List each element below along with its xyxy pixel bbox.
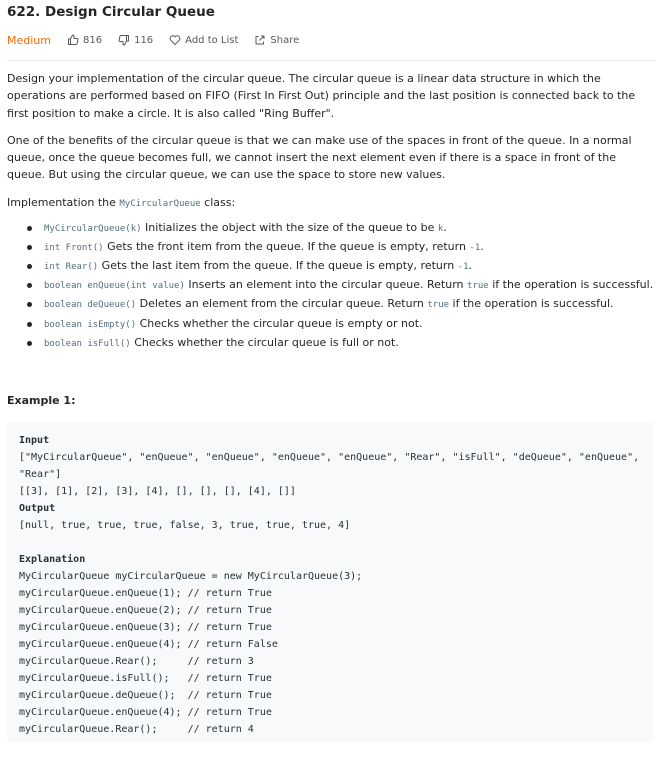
explanation-line: myCircularQueue.enQueue(4); // return False bbox=[19, 639, 278, 650]
inline-code: -1 bbox=[469, 243, 481, 254]
explanation-line: myCircularQueue.deQueue(); // return True bbox=[19, 690, 272, 701]
description-paragraph-1: Design your implementation of the circular queue. The circular queue is a linear data structure in which the operations are performed based on FIFO (First In First Out) principle and the last position is connected back to the first position to make a circle. It is also called "Ring Buffer". bbox=[7, 72, 636, 120]
difficulty-label: Medium bbox=[7, 33, 51, 47]
explanation-line: myCircularQueue.enQueue(2); // return True bbox=[19, 605, 272, 616]
implementation-intro bbox=[7, 194, 657, 213]
share-button[interactable] bbox=[254, 34, 299, 46]
method-description: Checks whether the circular queue is full or not. bbox=[130, 335, 399, 349]
explanation-line: myCircularQueue.Rear(); // return 3 bbox=[19, 656, 254, 667]
class-name-code: MyCircularQueue bbox=[119, 198, 201, 209]
explanation-line: MyCircularQueue myCircularQueue = new MyCircularQueue(3); bbox=[19, 571, 363, 582]
explanation-line: myCircularQueue.enQueue(4); // return True bbox=[19, 707, 272, 718]
problem-description bbox=[7, 70, 657, 353]
method-description-end: . bbox=[480, 240, 484, 254]
dislike-count: 116 bbox=[134, 34, 154, 46]
list-item bbox=[23, 295, 657, 314]
input-label: Input bbox=[19, 435, 50, 446]
method-signature: MyCircularQueue(k) bbox=[44, 224, 142, 235]
input-line-3: [[3], [1], [2], [3], [4], [], [], [], [4], []] bbox=[19, 486, 296, 497]
method-description-end: . bbox=[443, 221, 447, 235]
method-description: Checks whether the circular queue is empty or not. bbox=[136, 316, 423, 330]
method-description-end: if the operation is successful. bbox=[488, 278, 654, 292]
dislike-button[interactable] bbox=[118, 34, 153, 46]
method-description-end: if the operation is successful. bbox=[449, 297, 614, 311]
share-icon bbox=[254, 34, 266, 46]
explanation-line: myCircularQueue.isFull(); // return True bbox=[19, 673, 272, 684]
list-item bbox=[23, 276, 657, 295]
input-line-1: ["MyCircularQueue", "enQueue", "enQueue", "enQueue", "enQueue", "Rear", "isFull", "deQueue", "enQueue", bbox=[19, 452, 640, 463]
explanation-label: Explanation bbox=[19, 554, 86, 565]
method-description: Gets the front item from the queue. If the queue is empty, return bbox=[103, 240, 470, 254]
inline-code: k bbox=[437, 224, 444, 235]
output-line: [null, true, true, true, false, 3, true, true, true, 4] bbox=[19, 520, 351, 531]
inline-code: true bbox=[467, 281, 489, 292]
list-item bbox=[23, 238, 657, 257]
problem-meta-bar bbox=[7, 32, 315, 48]
implementation-suffix: class: bbox=[200, 195, 236, 209]
list-item bbox=[23, 334, 657, 353]
share-label: Share bbox=[270, 34, 300, 46]
like-button[interactable] bbox=[67, 34, 102, 46]
thumbs-up-icon bbox=[67, 34, 79, 46]
description-paragraph-2: One of the benefits of the circular queue is that we can make use of the spaces in front of the queue. In a normal queue, once the queue becomes full, we cannot insert the next element even if there is a space in front of the queue. But using the circular queue, we can use the space to store new values. bbox=[7, 133, 632, 182]
list-item bbox=[23, 219, 657, 238]
list-item bbox=[23, 257, 657, 276]
explanation-line: myCircularQueue.enQueue(3); // return True bbox=[19, 622, 272, 633]
method-signature: boolean deQueue() bbox=[44, 300, 137, 311]
method-description-end: . bbox=[468, 259, 473, 273]
method-signature: boolean isFull() bbox=[44, 338, 131, 349]
example-heading: Example 1: bbox=[7, 394, 76, 407]
method-list bbox=[7, 219, 657, 353]
inline-code: true bbox=[427, 300, 450, 311]
method-signature: int Rear() bbox=[44, 262, 99, 273]
heart-icon bbox=[169, 34, 181, 46]
method-signature: boolean isEmpty() bbox=[44, 319, 137, 330]
method-description: Gets the last item from the queue. If the queue is empty, return bbox=[98, 259, 458, 273]
like-count: 816 bbox=[82, 34, 103, 46]
explanation-line: myCircularQueue.enQueue(1); // return True bbox=[19, 588, 272, 599]
method-signature: int Front() bbox=[44, 243, 104, 254]
implementation-prefix: Implementation the bbox=[7, 195, 120, 209]
output-label: Output bbox=[19, 503, 56, 514]
add-to-list-label: Add to List bbox=[185, 34, 239, 46]
header-divider bbox=[7, 60, 655, 61]
thumbs-down-icon bbox=[118, 34, 130, 46]
method-description: Inserts an element into the circular queue. Return bbox=[184, 278, 468, 292]
method-signature: boolean enQueue(int value) bbox=[44, 281, 185, 292]
list-item bbox=[23, 315, 657, 334]
explanation-line: myCircularQueue.Rear(); // return 4 bbox=[19, 724, 254, 735]
input-line-2: "Rear"] bbox=[19, 469, 62, 480]
problem-title: 622. Design Circular Queue bbox=[7, 4, 215, 20]
inline-code: -1 bbox=[457, 262, 469, 273]
method-description: Deletes an element from the circular queue. Return bbox=[136, 297, 428, 311]
method-description: Initializes the object with the size of the queue to be bbox=[141, 221, 438, 235]
add-to-list-button[interactable] bbox=[169, 34, 238, 46]
example-code-block bbox=[7, 422, 653, 742]
